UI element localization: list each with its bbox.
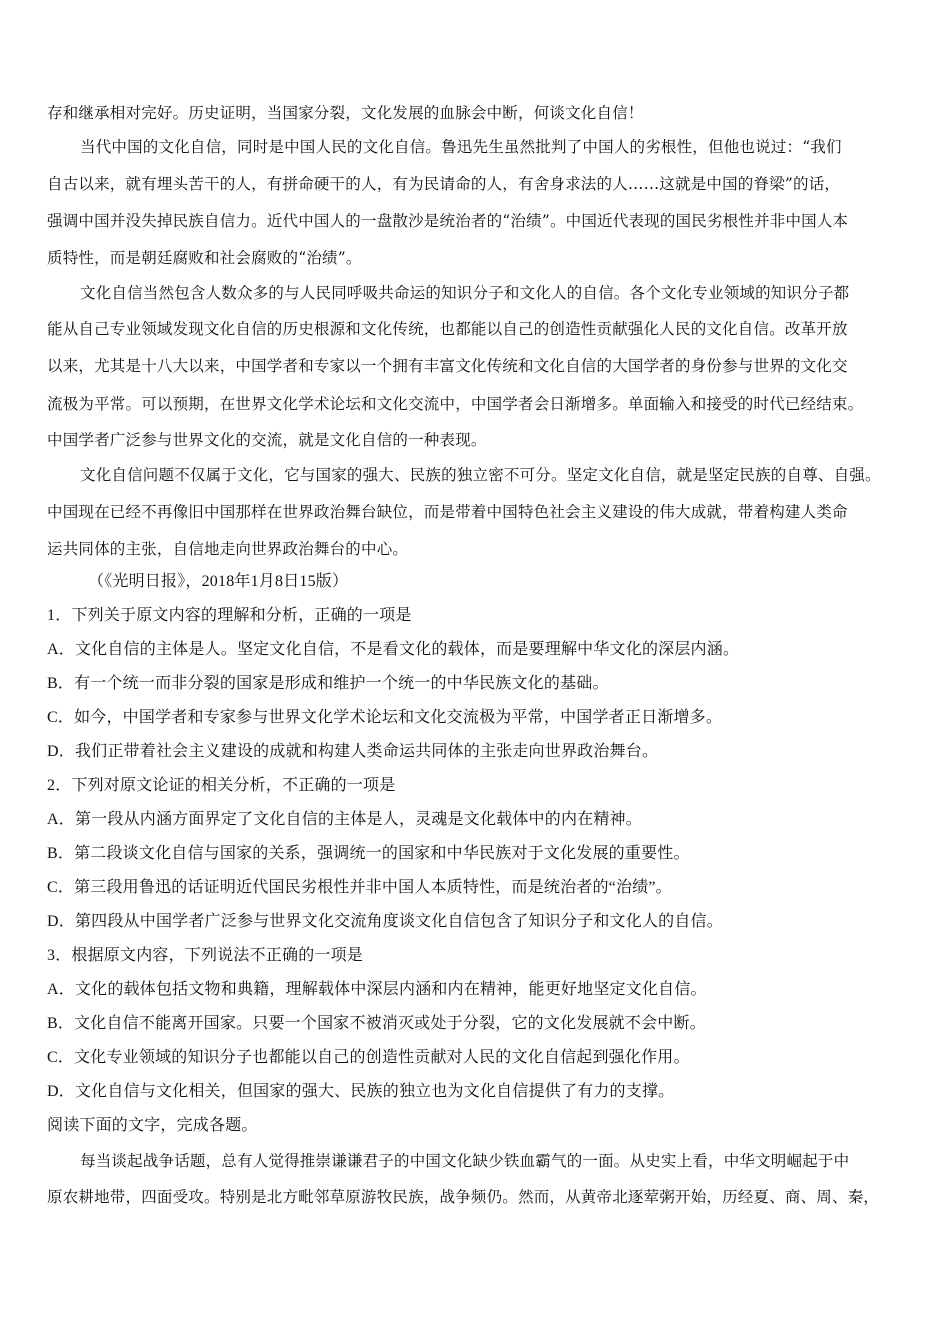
question-1-option-d: D．我们正带着社会主义建设的成就和构建人类命运共同体的主张走向世界政治舞台。 — [47, 743, 659, 760]
passage1-paragraph5-line: 文化自信当然包含人数众多的与人民同呼吸共命运的知识分子和文化人的自信。各个文化专业领域的知识分子都 — [80, 284, 850, 302]
question-1-option-c: C．如今，中国学者和专家参与世界文化学术论坛和文化交流极为平常，中国学者正日渐增多。 — [47, 709, 723, 726]
question-2-option-d: D．第四段从中国学者广泛参与世界文化交流角度谈文化自信包含了知识分子和文化人的自信。 — [47, 913, 723, 930]
passage2-paragraph1-line: 每当谈起战争话题，总有人觉得推崇谦谦君子的中国文化缺少铁血霸气的一面。从史实上看，中华文明崛起于中 — [80, 1152, 850, 1170]
passage1-paragraph5-line: 以来，尤其是十八大以来，中国学者和专家以一个拥有丰富文化传统和文化自信的大国学者的身份参与世界的文化交 — [47, 357, 848, 375]
passage1-paragraph5-line: 能从自己专业领域发现文化自信的历史根源和文化传统，也都能以自己的创造性贡献强化人民的文化自信。改革开放 — [47, 320, 848, 338]
question-3-option-c: C．文化专业领域的知识分子也都能以自己的创造性贡献对人民的文化自信起到强化作用。 — [47, 1049, 690, 1066]
passage2-paragraph1-line: 原农耕地带，四面受攻。特别是北方毗邻草原游牧民族，战争频仍。然而，从黄帝北逐荤粥开始，历经夏、商、周、秦， — [47, 1188, 880, 1206]
question-3-option-b: B．文化自信不能离开国家。只要一个国家不被消灭或处于分裂，它的文化发展就不会中断。 — [47, 1015, 706, 1032]
passage1-paragraph3-tail: 存和继承相对完好。历史证明，当国家分裂，文化发展的血脉会中断，何谈文化自信！ — [47, 104, 644, 122]
question-2-option-c: C．第三段用鲁迅的话证明近代国民劣根性并非中国人本质特性，而是统治者的“治绩”。 — [47, 879, 672, 896]
passage1-paragraph5-line: 中国学者广泛参与世界文化的交流，就是文化自信的一种表现。 — [47, 431, 487, 449]
question-3-option-a: A．文化的载体包括文物和典籍，理解载体中深层内涵和内在精神，能更好地坚定文化自信。 — [47, 981, 707, 998]
question-2-option-b: B．第二段谈文化自信与国家的关系，强调统一的国家和中华民族对于文化发展的重要性。 — [47, 845, 690, 862]
question-2-stem: 2．下列对原文论证的相关分析，不正确的一项是 — [47, 777, 396, 794]
question-1-option-b: B．有一个统一而非分裂的国家是形成和维护一个统一的中华民族文化的基础。 — [47, 675, 609, 692]
question-1-option-a: A．文化自信的主体是人。坚定文化自信，不是看文化的载体，而是要理解中华文化的深层内涵。 — [47, 641, 740, 658]
passage2-intro: 阅读下面的文字，完成各题。 — [47, 1117, 258, 1134]
passage1-paragraph6-line: 中国现在已经不再像旧中国那样在世界政治舞台缺位，而是带着中国特色社会主义建设的伟大成就，带着构建人类命 — [47, 503, 848, 521]
passage1-paragraph6-line: 运共同体的主张，自信地走向世界政治舞台的中心。 — [47, 540, 409, 558]
passage1-paragraph4-line: 质特性，而是朝廷腐败和社会腐败的“治绩”。 — [47, 249, 362, 267]
question-2-option-a: A．第一段从内涵方面界定了文化自信的主体是人，灵魂是文化载体中的内在精神。 — [47, 811, 642, 828]
passage1-paragraph5-line: 流极为平常。可以预期，在世界文化学术论坛和文化交流中，中国学者会日渐增多。单面输入和接受的时代已经结束。 — [47, 395, 864, 413]
question-1-stem: 1．下列关于原文内容的理解和分析，正确的一项是 — [47, 607, 412, 624]
passage1-paragraph6-line: 文化自信问题不仅属于文化，它与国家的强大、民族的独立密不可分。坚定文化自信，就是坚定民族的自尊、自强。 — [80, 466, 881, 484]
passage1-paragraph4-line: 当代中国的文化自信，同时是中国人民的文化自信。鲁迅先生虽然批判了中国人的劣根性，但他也说过：“我们 — [80, 138, 842, 156]
question-3-stem: 3．根据原文内容，下列说法不正确的一项是 — [47, 947, 364, 964]
source-citation: （《光明日报》，2018年1月8日15版） — [88, 573, 349, 590]
passage1-paragraph4-line: 自古以来，就有埋头苦干的人，有拼命硬干的人，有为民请命的人，有舍身求法的人……这就是中国的脊梁”的话， — [47, 175, 841, 193]
question-3-option-d: D．文化自信与文化相关，但国家的强大、民族的独立也为文化自信提供了有力的支撑。 — [47, 1083, 675, 1100]
passage1-paragraph4-line: 强调中国并没失掉民族自信力。近代中国人的一盘散沙是统治者的“治绩”。中国近代表现的国民劣根性并非中国人本 — [47, 212, 849, 230]
